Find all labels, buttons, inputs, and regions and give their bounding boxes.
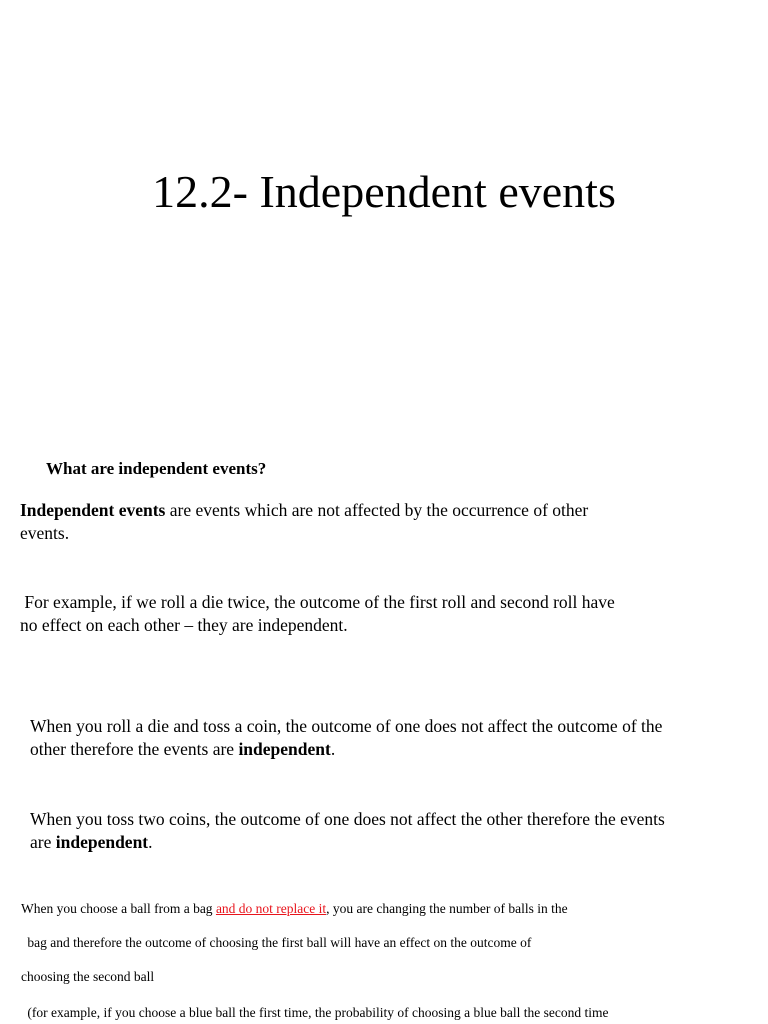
example-die-twice-line-1: For example, if we roll a die twice, the outcome of the first roll and second roll have bbox=[20, 592, 615, 612]
do-not-replace-link[interactable]: and do not replace it bbox=[215, 901, 327, 916]
example-two-coins-paragraph bbox=[30, 808, 665, 854]
example-die-coin-period: . bbox=[330, 739, 336, 759]
example-die-coin-text: other therefore the events are bbox=[30, 739, 239, 759]
example-die-twice-paragraph bbox=[20, 591, 615, 637]
definition-term: Independent events bbox=[20, 500, 166, 520]
definition-paragraph bbox=[20, 499, 588, 545]
definition-text: are events which are not affected by the occurrence of other bbox=[165, 500, 589, 520]
example-two-coins-text: are bbox=[30, 832, 56, 852]
example-two-coins-keyword: independent bbox=[55, 832, 149, 852]
example-die-coin-paragraph bbox=[30, 715, 662, 761]
example-two-coins-line-1: When you toss two coins, the outcome of one does not affect the other therefore the events bbox=[30, 809, 665, 829]
definition-line-1 bbox=[20, 499, 588, 522]
example-die-coin-line-2 bbox=[30, 738, 662, 761]
page-title: 12.2- Independent events bbox=[152, 166, 616, 217]
section-question: What are independent events? bbox=[46, 459, 267, 478]
example-die-coin-keyword: independent bbox=[238, 739, 331, 759]
ball-example-line-2: bag and therefore the outcome of choosing the first ball will have an effect on the outcome of bbox=[24, 935, 532, 950]
definition-line-2: events. bbox=[20, 523, 70, 543]
ball-example-text-end: , you are changing the number of balls in the bbox=[326, 901, 568, 916]
ball-example-line-3: choosing the second ball bbox=[21, 969, 155, 984]
example-die-coin-line-1: When you roll a die and toss a coin, the outcome of one does not affect the outcome of the bbox=[30, 716, 663, 736]
ball-example-line-1 bbox=[21, 900, 568, 917]
ball-example-text-start: When you choose a ball from a bag bbox=[21, 901, 216, 916]
ball-example-line-4: (for example, if you choose a blue ball the first time, the probability of choosing a blue ball the second time bbox=[24, 1005, 609, 1020]
example-two-coins-line-2 bbox=[30, 831, 665, 854]
example-die-twice-line-2: no effect on each other – they are independent. bbox=[20, 615, 348, 635]
example-two-coins-period: . bbox=[148, 832, 153, 852]
